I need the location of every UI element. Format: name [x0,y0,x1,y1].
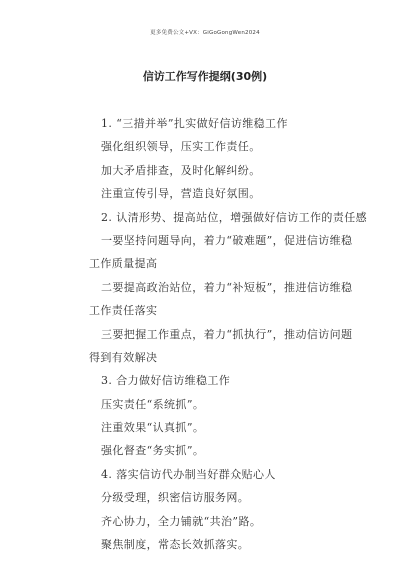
document-body [89,112,367,556]
body-line: 注重宣传引导，营造良好氛围。 [101,187,261,201]
body-line: 强化组织领导，压实工作责任。 [101,140,261,154]
document-title: 信访工作写作提纲(30例) [142,70,268,83]
section-heading: 4. 落实信访代办制当好群众贴心人 [101,467,276,481]
body-line: 注重效果“认真抓”。 [101,421,205,435]
body-line: 加大矛盾排查，及时化解纠纷。 [101,163,261,177]
body-line: 三要把握工作重点，着力“抓执行”，推动信访问题 [101,327,353,341]
body-line: 压实责任“系统抓”。 [101,397,205,411]
body-line: 二要提高政治站位，着力“补短板”，推进信访维稳 [101,280,353,294]
body-line: 一要坚持问题导向，着力“破难题”，促进信访维稳 [101,233,353,247]
body-line: 得到有效解决 [89,350,158,364]
body-line: 工作责任落实 [89,304,158,318]
section-heading: 1. “三措并举”扎实做好信访维稳工作 [101,117,288,130]
header-note: 更多免费公文+VX：GiGoGongWen2024 [150,30,260,36]
body-line: 齐心协力，全力铺就“共治”路。 [101,514,262,528]
section-heading: 2. 认清形势、提高站位，增强做好信访工作的责任感 [101,210,367,224]
body-line: 聚焦制度，常态长效抓落实。 [101,538,250,552]
body-line: 强化督查“务实抓”。 [101,444,205,458]
body-line: 工作质量提高 [89,257,158,271]
body-line: 分级受理，织密信访服务网。 [101,491,250,505]
section-heading: 3. 合力做好信访维稳工作 [101,374,231,388]
